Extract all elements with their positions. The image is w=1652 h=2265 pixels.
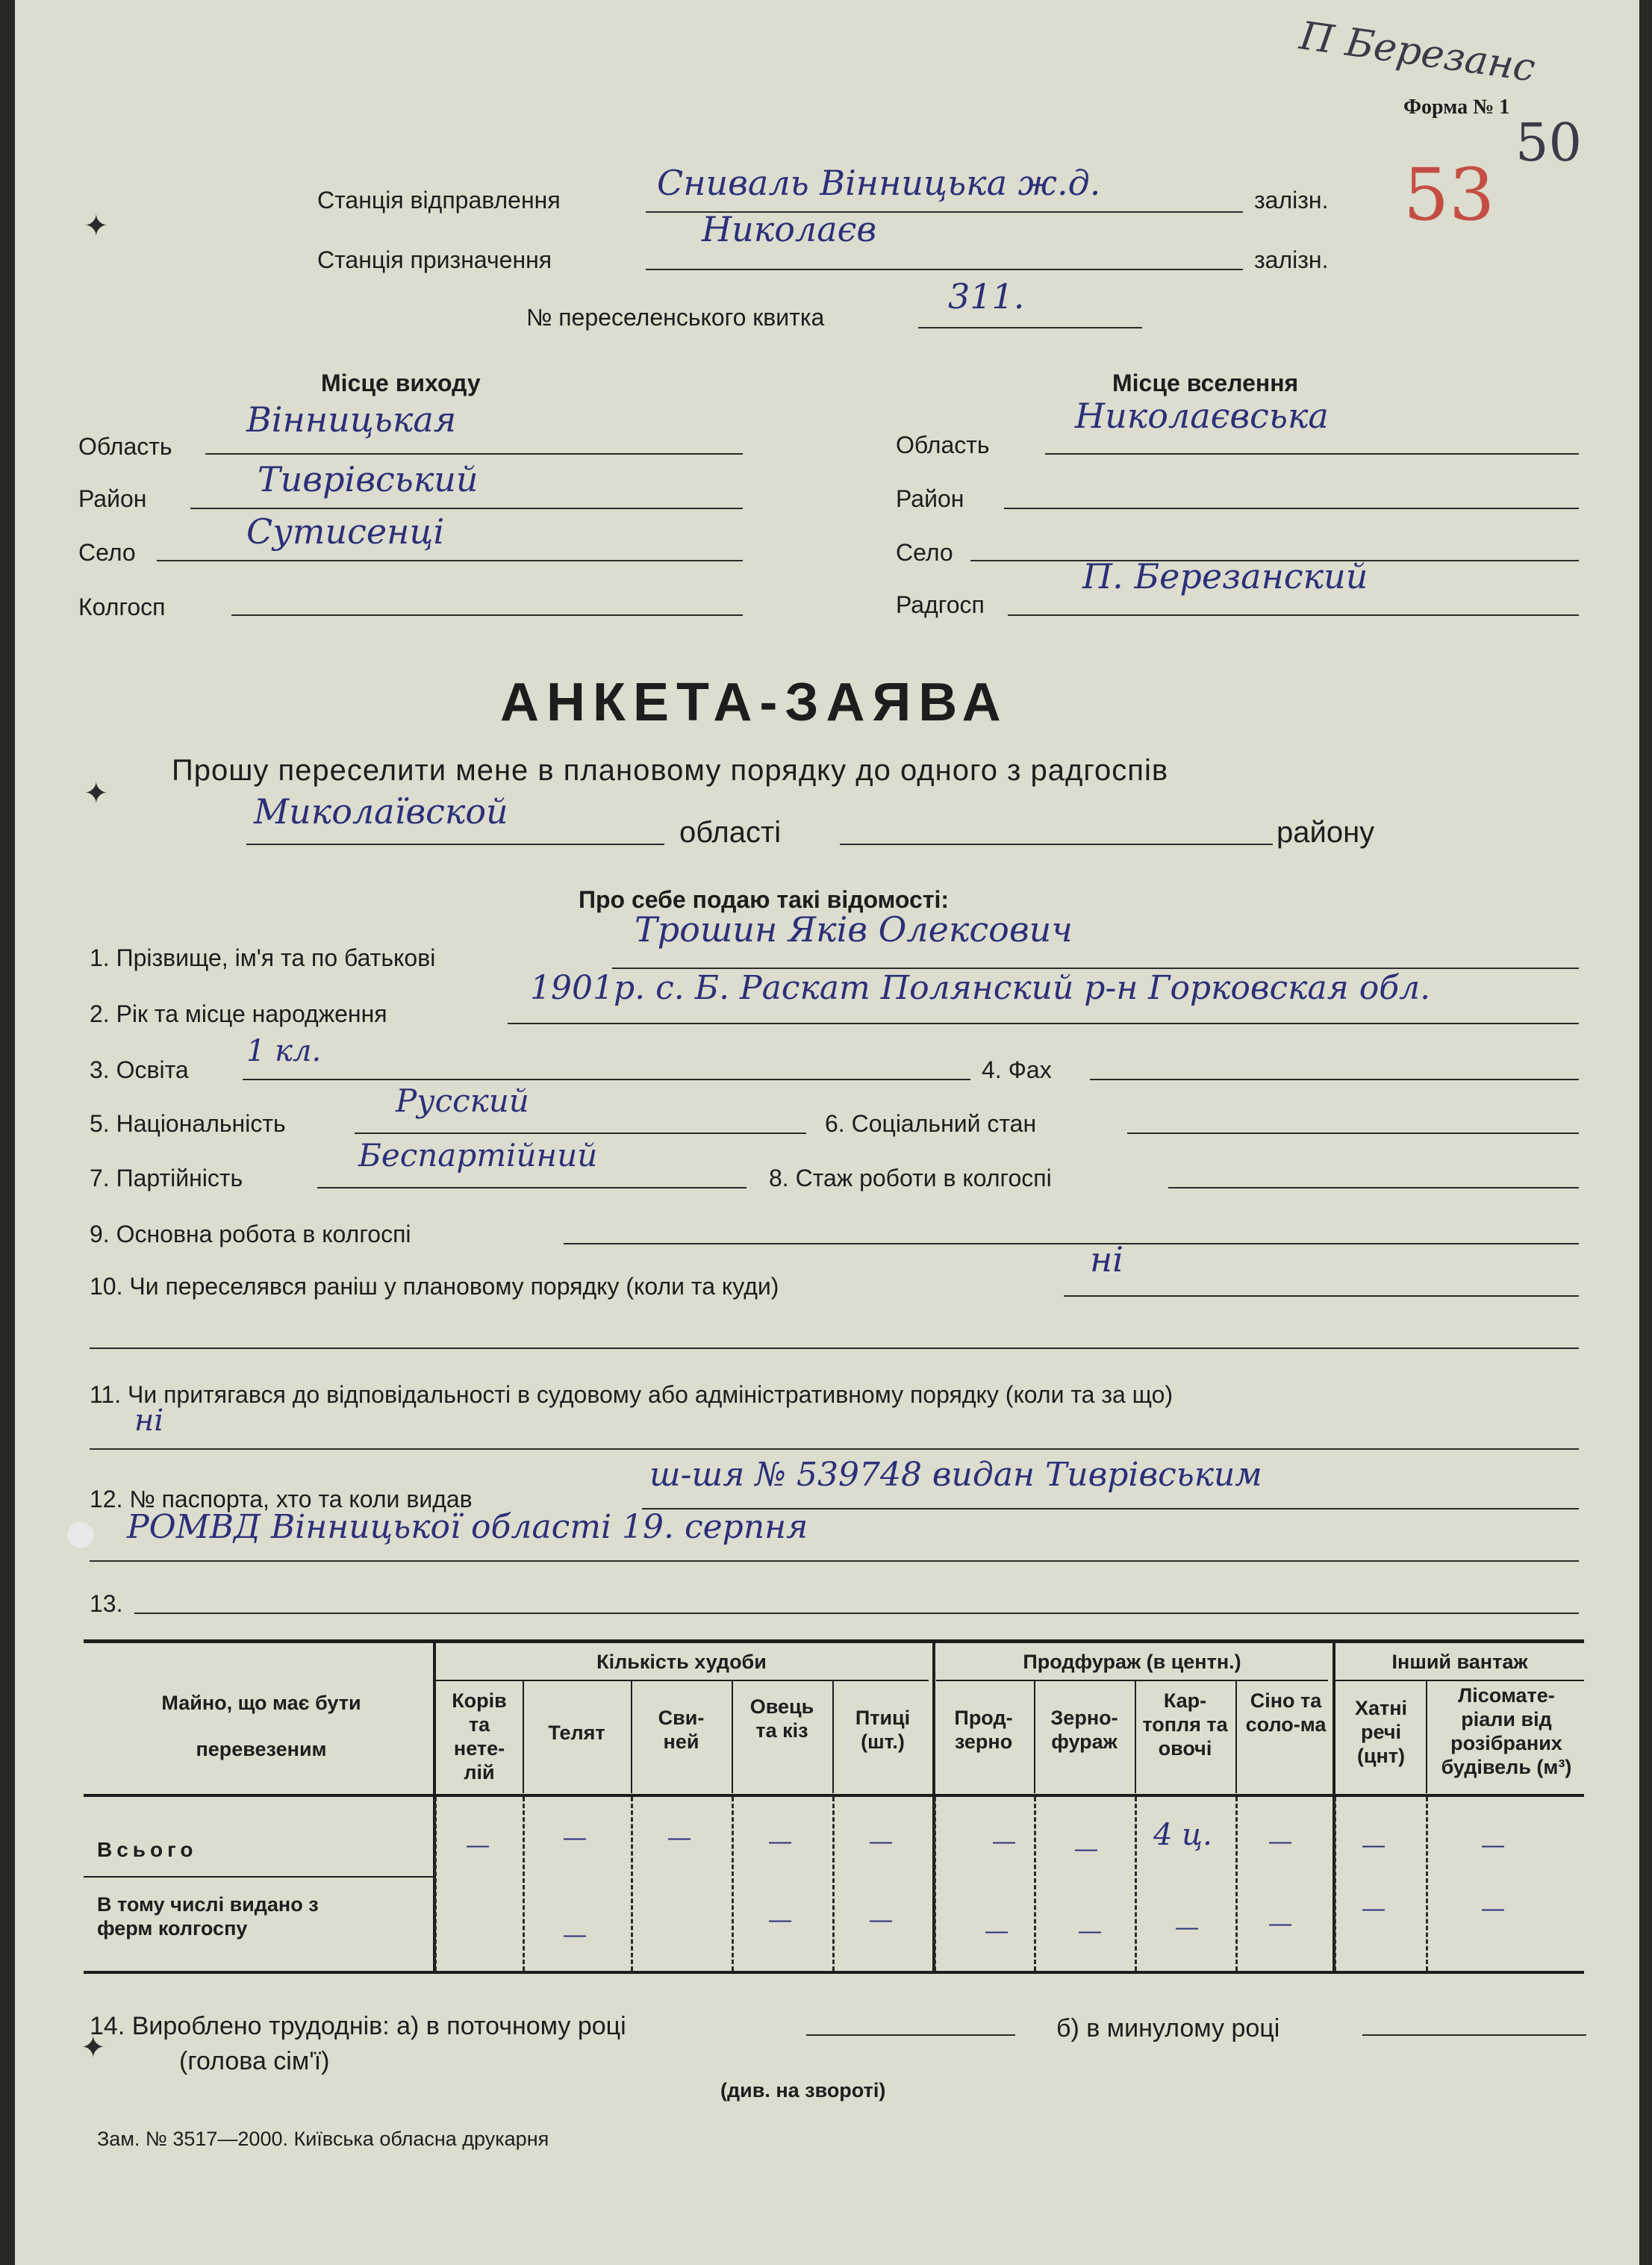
origin-selo-label: Село — [78, 539, 136, 566]
col-border — [631, 1681, 632, 1793]
col-fodder: Зерно-фураж — [1050, 1707, 1118, 1753]
cell-dash: — — [993, 1829, 1015, 1854]
field-5-value: Русский — [396, 1082, 529, 1119]
data-col-border — [832, 1797, 835, 1971]
cattle-group-header: Кількість худоби — [596, 1651, 767, 1673]
destination-station-label: Станція призначення — [317, 246, 552, 273]
departure-station-value: Сниваль Вінницька ж.д. — [657, 163, 1101, 203]
print-info: Зам. № 3517—2000. Київська обласна друкарня — [97, 2128, 549, 2150]
field-5-label: 5. Національність — [90, 1110, 286, 1137]
origin-raion-line — [190, 508, 743, 509]
request-oblast-label: області — [679, 816, 782, 849]
destination-line — [646, 269, 1243, 270]
field-12-label: 12. № паспорта, хто та коли видав — [90, 1486, 473, 1512]
workdays-sub: (голова сім'ї) — [179, 2047, 330, 2075]
punch-hole: ● — [66, 1512, 96, 1552]
col-potato: Кар-топля та овочі — [1142, 1689, 1228, 1760]
field-13-label: 13. — [90, 1590, 123, 1617]
request-oblast-line — [246, 844, 664, 845]
dest-raion-line — [1004, 508, 1579, 509]
fodder-group-rule — [936, 1680, 1328, 1681]
departure-station-label: Станція відправлення — [317, 187, 561, 214]
table-bottom-rule — [84, 1971, 1584, 1974]
col-household: Хатні речі (цнт) — [1354, 1697, 1408, 1767]
field-11-line — [90, 1448, 1579, 1450]
workdays-label: 14. Вироблено трудоднів: а) в поточному році — [90, 2012, 626, 2040]
data-col-border — [1235, 1797, 1238, 1971]
form-number: Форма № 1 — [1403, 96, 1510, 119]
field-6-label: 6. Соціальний стан — [825, 1110, 1037, 1137]
cell-dash: — — [668, 1825, 691, 1850]
field-2-line — [508, 1023, 1579, 1024]
destination-railway-label: залізн. — [1254, 246, 1329, 273]
data-col-border — [1426, 1797, 1428, 1971]
field-8-label: 8. Стаж роботи в колгоспі — [769, 1165, 1052, 1191]
dest-raion-label: Район — [896, 485, 964, 512]
punch-mark: ✦ — [84, 776, 109, 811]
data-col-border — [1135, 1797, 1137, 1971]
field-3-line — [243, 1079, 970, 1080]
data-col-border — [1034, 1797, 1036, 1971]
cell-dash: — — [564, 1825, 586, 1850]
dest-selo-label: Село — [896, 539, 953, 566]
cell-dash: — — [1482, 1833, 1504, 1857]
field-4-line — [1090, 1079, 1579, 1080]
request-oblast-value: Миколаївской — [254, 791, 508, 832]
cell-dash: — — [1362, 1833, 1385, 1857]
cell-dash: — — [467, 1833, 489, 1857]
field-10-line-2 — [90, 1348, 1579, 1349]
field-5-line — [355, 1132, 806, 1134]
workdays-prev-label: б) в минулому році — [1056, 2014, 1280, 2043]
data-col-border — [631, 1797, 633, 1971]
see-back-note: (див. на звороті) — [720, 2079, 886, 2102]
data-col-border — [523, 1797, 525, 1971]
cell-dash: — — [564, 1922, 586, 1947]
about-heading: Про себе подаю такі відомості: — [579, 886, 950, 913]
origin-oblast-label: Область — [78, 433, 172, 460]
destination-station-value: Николаєв — [702, 209, 877, 249]
ticket-line — [918, 327, 1142, 328]
origin-raion-label: Район — [78, 485, 147, 512]
row-farm-label: В тому числі видано з ферм колгоспу — [97, 1893, 319, 1940]
col-border — [1426, 1681, 1427, 1793]
field-7-value: Беспартійний — [358, 1137, 598, 1174]
cell-dash: — — [1075, 1836, 1097, 1861]
field-3-value: 1 кл. — [246, 1034, 322, 1068]
field-6-line — [1127, 1132, 1579, 1134]
cell-potato-value: 4 ц. — [1153, 1818, 1212, 1852]
origin-selo-line — [157, 560, 743, 561]
data-col-border — [1334, 1797, 1336, 1971]
origin-raion-value: Тиврівський — [258, 459, 479, 499]
col-hay: Сіно та соло-ма — [1245, 1689, 1327, 1736]
punch-mark: ✦ — [84, 209, 109, 243]
other-group-header: Інший вантаж — [1391, 1651, 1528, 1673]
field-7-line — [317, 1187, 746, 1188]
cell-dash: — — [769, 1907, 791, 1932]
request-raion-line — [840, 844, 1273, 845]
field-1-label: 1. Прізвище, ім'я та по батькові — [90, 944, 436, 971]
origin-selo-value: Сутисенці — [246, 511, 445, 552]
field-11-value: ні — [134, 1403, 164, 1438]
field-12-value-2: РОМВД Вінницької області 19. серпня — [127, 1508, 808, 1546]
col-border — [523, 1681, 524, 1793]
ticket-label: № переселенського квитка — [526, 304, 825, 331]
corner-number-red: 53 — [1403, 153, 1495, 237]
field-1-value: Трошин Яків Олексович — [635, 909, 1073, 950]
form-title: АНКЕТА-ЗАЯВА — [500, 673, 1009, 732]
cell-dash: — — [1362, 1896, 1385, 1921]
col-border — [1235, 1681, 1237, 1793]
col-border — [732, 1681, 733, 1793]
field-10-line — [1064, 1295, 1579, 1297]
col-sheep: Овець та кіз — [749, 1695, 814, 1742]
col-border — [1034, 1681, 1035, 1793]
origin-heading: Місце виходу — [321, 370, 481, 396]
dest-oblast-label: Область — [896, 431, 990, 458]
field-12-value-1: ш-шя № 539748 видан Тиврівським — [649, 1456, 1262, 1494]
dest-radhosp-line — [1008, 614, 1579, 616]
field-2-label: 2. Рік та місце народження — [90, 1000, 387, 1027]
workdays-current-line — [806, 2034, 1015, 2036]
destination-heading: Місце вселення — [1112, 370, 1299, 396]
cell-dash: — — [1482, 1896, 1504, 1921]
field-8-line — [1168, 1187, 1579, 1188]
col-border — [832, 1681, 834, 1793]
field-10-value: ні — [1090, 1239, 1124, 1280]
request-line: Прошу переселити мене в плановому порядку до одного з радгоспів — [172, 754, 1169, 787]
corner-note: П Березанс — [1297, 13, 1539, 91]
origin-kolhosp-line — [231, 614, 743, 616]
cell-dash: — — [1269, 1911, 1291, 1936]
field-10-label: 10. Чи переселявся раніш у плановому порядку (коли та куди) — [90, 1273, 779, 1300]
ticket-value: 311. — [948, 276, 1025, 317]
cattle-group-rule — [434, 1680, 929, 1681]
field-2-value: 1901р. с. Б. Раскат Полянский р-н Горковская обл. — [530, 969, 1431, 1007]
col-property-header: Майно, що має бути перевезеним — [161, 1692, 361, 1760]
fodder-group-header: Продфураж (в центн.) — [1023, 1651, 1241, 1673]
cell-dash: — — [870, 1829, 892, 1854]
field-3-label: 3. Освіта — [90, 1056, 189, 1083]
other-group-rule — [1335, 1680, 1584, 1681]
dest-radhosp-value: П. Березанский — [1082, 556, 1368, 596]
cell-dash: — — [985, 1919, 1008, 1943]
col-border — [1135, 1681, 1136, 1793]
data-col-border — [434, 1797, 437, 1971]
dest-oblast-line — [1045, 453, 1579, 455]
col-grain: Прод-зерно — [954, 1707, 1013, 1753]
field-9-label: 9. Основна робота в колгоспі — [90, 1221, 411, 1247]
field-12-line-2 — [90, 1560, 1579, 1562]
dest-oblast-value: Николаєвська — [1075, 396, 1329, 436]
col-calves: Телят — [548, 1722, 605, 1744]
cell-dash: — — [1079, 1919, 1101, 1943]
cell-dash: — — [1176, 1915, 1198, 1940]
col-poultry: Птиці (шт.) — [855, 1707, 911, 1753]
col-pigs: Сви-ней — [658, 1707, 705, 1753]
departure-railway-label: залізн. — [1254, 187, 1329, 214]
origin-kolhosp-label: Колгосп — [78, 593, 166, 620]
origin-oblast-value: Вінницькая — [246, 399, 457, 440]
dest-radhosp-label: Радгосп — [896, 591, 985, 618]
cell-dash: — — [870, 1907, 892, 1932]
field-13-line — [134, 1613, 1579, 1614]
workdays-prev-line — [1362, 2034, 1586, 2036]
data-col-border — [732, 1797, 734, 1971]
col-timber: Лісомате-ріали від розібраних будівель (м³) — [1441, 1684, 1572, 1778]
field-11-label: 11. Чи притягався до відповідальності в судовому або адміністративному порядку (коли та за що) — [90, 1381, 1173, 1408]
request-raion-label: району — [1277, 816, 1375, 849]
table-row-divider — [84, 1876, 434, 1878]
form-sheet — [15, 0, 1639, 2265]
row-total-label: Всього — [97, 1838, 198, 1861]
field-9-line — [564, 1243, 1579, 1244]
data-col-border — [934, 1797, 936, 1971]
field-4-label: 4. Фах — [982, 1056, 1052, 1083]
origin-oblast-line — [205, 453, 743, 455]
corner-number-ink: 50 — [1515, 112, 1583, 173]
field-7-label: 7. Партійність — [90, 1165, 243, 1191]
table-top-rule — [84, 1639, 1584, 1643]
col-cows: Корів та нете-лій — [452, 1689, 507, 1783]
cell-dash: — — [769, 1829, 791, 1854]
punch-mark: ✦ — [81, 2031, 106, 2065]
cell-dash: — — [1269, 1829, 1291, 1854]
